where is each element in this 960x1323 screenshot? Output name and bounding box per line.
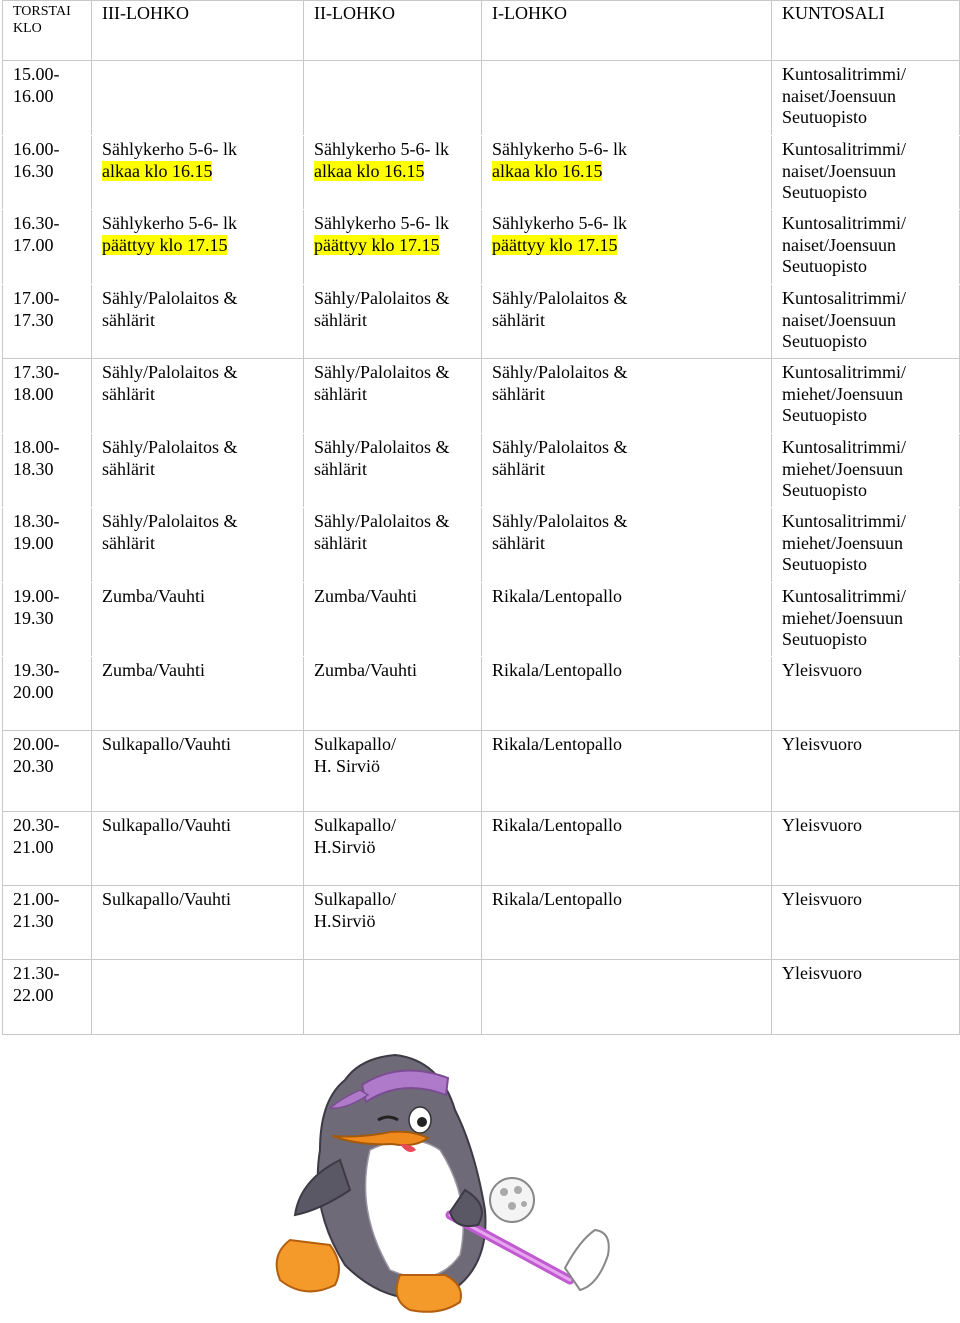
activity-cell-col-1: [92, 359, 304, 434]
activity-line: Sulkapallo/Vauhti: [102, 734, 231, 754]
activity-line: Seutuopisto: [782, 182, 868, 202]
time-start: 17.00-: [13, 288, 60, 308]
activity-cell-col-4: [772, 508, 960, 583]
time-end: 21.30: [13, 910, 54, 931]
activity-line: sählärit: [492, 309, 545, 330]
activity-cell-col-3: [482, 508, 772, 583]
activity-cell-col-2: [304, 731, 482, 812]
time-end: 17.30: [13, 309, 54, 330]
time-end: 19.00: [13, 532, 54, 553]
time-start: 16.30-: [13, 213, 60, 233]
activity-line: Seutuopisto: [782, 554, 868, 574]
activity-line: Zumba/Vauhti: [102, 586, 205, 606]
activity-line: sählärit: [492, 532, 545, 553]
activity-line: Sähly/Palolaitos &: [492, 437, 628, 457]
activity-line: miehet/Joensuun: [782, 458, 903, 479]
activity-line: Kuntosalitrimmi/: [782, 586, 906, 606]
activity-line: Seutuopisto: [782, 107, 868, 127]
activity-line: Sulkapallo/: [314, 889, 396, 909]
activity-line: Kuntosalitrimmi/: [782, 288, 906, 308]
activity-line: alkaa klo 16.15: [492, 160, 603, 181]
activity-cell-col-1: [92, 583, 304, 657]
activity-line: sählärit: [492, 458, 545, 479]
activity-line: miehet/Joensuun: [782, 607, 903, 628]
activity-line: Seutuopisto: [782, 480, 868, 500]
header-col-2: II-LOHKO: [304, 1, 482, 61]
time-cell: [3, 210, 92, 285]
activity-line: Rikala/Lentopallo: [492, 734, 622, 754]
activity-line: Zumba/Vauhti: [314, 586, 417, 606]
ball-hole: [514, 1186, 522, 1194]
activity-cell-col-4: [772, 657, 960, 731]
header-col-1: III-LOHKO: [92, 1, 304, 61]
activity-line: Kuntosalitrimmi/: [782, 362, 906, 382]
activity-line: Seutuopisto: [782, 331, 868, 351]
activity-cell-col-2: [304, 210, 482, 285]
activity-cell-col-3: [482, 285, 772, 359]
time-cell: [3, 508, 92, 583]
activity-cell-col-3: [482, 657, 772, 731]
schedule-row: [3, 583, 960, 657]
activity-line: sählärit: [102, 458, 155, 479]
activity-cell-col-2: [304, 657, 482, 731]
activity-line: sählärit: [314, 383, 367, 404]
schedule-row: [3, 210, 960, 285]
activity-cell-col-4: [772, 960, 960, 1035]
activity-line: sählärit: [314, 458, 367, 479]
time-start: 21.30-: [13, 963, 60, 983]
activity-cell-col-2: [304, 136, 482, 210]
activity-line: Seutuopisto: [782, 629, 868, 649]
time-cell: [3, 886, 92, 960]
penguin-pupil: [417, 1117, 427, 1127]
time-end: 16.00: [13, 85, 54, 106]
activity-line: naiset/Joensuun: [782, 309, 896, 330]
activity-line: Sulkapallo/: [314, 734, 396, 754]
activity-cell-col-2: [304, 886, 482, 960]
activity-cell-col-2: [304, 285, 482, 359]
activity-line: Zumba/Vauhti: [314, 660, 417, 680]
activity-line: Rikala/Lentopallo: [492, 660, 622, 680]
time-cell: [3, 583, 92, 657]
activity-cell-col-1: [92, 508, 304, 583]
time-cell: [3, 434, 92, 508]
ball-hole: [500, 1188, 508, 1196]
activity-line: Sähly/Palolaitos &: [492, 511, 628, 531]
penguin-foot-front: [397, 1275, 461, 1312]
penguin-foot-back: [277, 1240, 339, 1291]
activity-line: Sählykerho 5-6- lk: [102, 139, 237, 159]
activity-line: Yleisvuoro: [782, 734, 862, 754]
time-end: 16.30: [13, 160, 54, 181]
activity-line: Sähly/Palolaitos &: [492, 362, 628, 382]
activity-cell-col-4: [772, 285, 960, 359]
time-start: 20.00-: [13, 734, 60, 754]
activity-cell-col-3: [482, 61, 772, 136]
activity-cell-col-3: [482, 359, 772, 434]
activity-cell-col-1: [92, 812, 304, 886]
activity-line: naiset/Joensuun: [782, 85, 896, 106]
header-row: [3, 1, 960, 61]
header-col-4: KUNTOSALI: [772, 1, 960, 61]
activity-cell-col-4: [772, 583, 960, 657]
time-end: 18.00: [13, 383, 54, 404]
activity-line: Kuntosalitrimmi/: [782, 511, 906, 531]
activity-cell-col-3: [482, 812, 772, 886]
activity-cell-col-1: [92, 136, 304, 210]
time-end: 20.30: [13, 755, 54, 776]
time-cell: [3, 285, 92, 359]
time-start: 19.30-: [13, 660, 60, 680]
activity-cell-col-4: [772, 434, 960, 508]
activity-line: Yleisvuoro: [782, 889, 862, 909]
activity-line: Sähly/Palolaitos &: [314, 511, 450, 531]
activity-line: sählärit: [102, 383, 155, 404]
time-cell: [3, 359, 92, 434]
activity-cell-col-4: [772, 886, 960, 960]
schedule-table: [2, 0, 960, 1035]
time-start: 20.30-: [13, 815, 60, 835]
time-cell: [3, 960, 92, 1035]
activity-cell-col-1: [92, 285, 304, 359]
activity-cell-col-4: [772, 359, 960, 434]
activity-cell-col-1: [92, 61, 304, 136]
schedule-row: [3, 812, 960, 886]
time-start: 18.30-: [13, 511, 60, 531]
schedule-row: [3, 960, 960, 1035]
activity-line: Sähly/Palolaitos &: [102, 288, 238, 308]
activity-line: miehet/Joensuun: [782, 383, 903, 404]
schedule-row: [3, 136, 960, 210]
time-start: 15.00-: [13, 64, 60, 84]
time-start: 18.00-: [13, 437, 60, 457]
activity-line: sählärit: [314, 532, 367, 553]
activity-cell-col-2: [304, 434, 482, 508]
time-end: 22.00: [13, 984, 54, 1005]
schedule-row: [3, 657, 960, 731]
activity-cell-col-2: [304, 359, 482, 434]
activity-line: Rikala/Lentopallo: [492, 586, 622, 606]
activity-line: naiset/Joensuun: [782, 234, 896, 255]
activity-cell-col-4: [772, 731, 960, 812]
activity-line: Sulkapallo/Vauhti: [102, 815, 231, 835]
activity-cell-col-1: [92, 657, 304, 731]
activity-line: naiset/Joensuun: [782, 160, 896, 181]
activity-line: Kuntosalitrimmi/: [782, 64, 906, 84]
time-start: 16.00-: [13, 139, 60, 159]
activity-cell-col-3: [482, 136, 772, 210]
activity-line: Sulkapallo/Vauhti: [102, 889, 231, 909]
activity-cell-col-3: [482, 731, 772, 812]
schedule-row: [3, 434, 960, 508]
schedule-row: [3, 886, 960, 960]
activity-line: H.Sirviö: [314, 910, 376, 931]
activity-cell-col-2: [304, 583, 482, 657]
activity-line: sählärit: [314, 309, 367, 330]
activity-line: Yleisvuoro: [782, 660, 862, 680]
corner-day: TORSTAI: [13, 4, 71, 19]
activity-line: Kuntosalitrimmi/: [782, 437, 906, 457]
penguin-mascot-illustration: [250, 1040, 630, 1318]
activity-line: Sähly/Palolaitos &: [314, 362, 450, 382]
activity-line: alkaa klo 16.15: [314, 160, 425, 181]
time-end: 20.00: [13, 681, 54, 702]
corner-cell: [3, 1, 92, 61]
time-end: 21.00: [13, 836, 54, 857]
activity-line: Sählykerho 5-6- lk: [492, 139, 627, 159]
activity-line: päättyy klo 17.15: [314, 234, 440, 255]
activity-line: Sähly/Palolaitos &: [102, 362, 238, 382]
activity-line: Seutuopisto: [782, 256, 868, 276]
schedule-row: [3, 508, 960, 583]
time-cell: [3, 657, 92, 731]
schedule-row: [3, 285, 960, 359]
activity-cell-col-2: [304, 960, 482, 1035]
activity-line: Rikala/Lentopallo: [492, 889, 622, 909]
activity-line: Sähly/Palolaitos &: [492, 288, 628, 308]
activity-line: H. Sirviö: [314, 755, 381, 776]
time-cell: [3, 136, 92, 210]
time-cell: [3, 61, 92, 136]
activity-cell-col-4: [772, 136, 960, 210]
activity-line: Zumba/Vauhti: [102, 660, 205, 680]
floorball-ball: [490, 1178, 534, 1222]
activity-line: miehet/Joensuun: [782, 532, 903, 553]
activity-cell-col-1: [92, 960, 304, 1035]
activity-line: sählärit: [492, 383, 545, 404]
activity-line: Sählykerho 5-6- lk: [314, 213, 449, 233]
time-start: 19.00-: [13, 586, 60, 606]
activity-cell-col-3: [482, 960, 772, 1035]
activity-cell-col-4: [772, 61, 960, 136]
activity-line: Sählykerho 5-6- lk: [102, 213, 237, 233]
activity-line: päättyy klo 17.15: [102, 234, 228, 255]
corner-klo: KLO: [13, 21, 42, 36]
activity-line: Sähly/Palolaitos &: [314, 288, 450, 308]
activity-cell-col-3: [482, 583, 772, 657]
schedule-row: [3, 61, 960, 136]
time-end: 19.30: [13, 607, 54, 628]
schedule-row: [3, 359, 960, 434]
activity-line: H.Sirviö: [314, 836, 376, 857]
activity-cell-col-2: [304, 508, 482, 583]
time-end: 18.30: [13, 458, 54, 479]
activity-cell-col-3: [482, 886, 772, 960]
activity-line: Yleisvuoro: [782, 963, 862, 983]
time-cell: [3, 731, 92, 812]
activity-line: sählärit: [102, 309, 155, 330]
ball-hole: [521, 1201, 527, 1207]
activity-line: Sähly/Palolaitos &: [314, 437, 450, 457]
activity-line: Sulkapallo/: [314, 815, 396, 835]
activity-line: sählärit: [102, 532, 155, 553]
activity-cell-col-1: [92, 210, 304, 285]
activity-line: Kuntosalitrimmi/: [782, 213, 906, 233]
time-cell: [3, 812, 92, 886]
header-col-3: I-LOHKO: [482, 1, 772, 61]
activity-cell-col-2: [304, 812, 482, 886]
activity-cell-col-2: [304, 61, 482, 136]
schedule-row: [3, 731, 960, 812]
activity-cell-col-1: [92, 886, 304, 960]
activity-cell-col-1: [92, 731, 304, 812]
activity-line: Sähly/Palolaitos &: [102, 511, 238, 531]
activity-line: alkaa klo 16.15: [102, 160, 213, 181]
activity-line: Seutuopisto: [782, 405, 868, 425]
activity-cell-col-4: [772, 210, 960, 285]
activity-line: Sählykerho 5-6- lk: [492, 213, 627, 233]
activity-cell-col-4: [772, 812, 960, 886]
time-start: 17.30-: [13, 362, 60, 382]
activity-line: Sählykerho 5-6- lk: [314, 139, 449, 159]
activity-line: Kuntosalitrimmi/: [782, 139, 906, 159]
activity-cell-col-3: [482, 434, 772, 508]
activity-line: Yleisvuoro: [782, 815, 862, 835]
ball-hole: [508, 1202, 516, 1210]
activity-line: Rikala/Lentopallo: [492, 815, 622, 835]
activity-line: Sähly/Palolaitos &: [102, 437, 238, 457]
time-end: 17.00: [13, 234, 54, 255]
activity-line: päättyy klo 17.15: [492, 234, 618, 255]
time-start: 21.00-: [13, 889, 60, 909]
activity-cell-col-1: [92, 434, 304, 508]
activity-cell-col-3: [482, 210, 772, 285]
